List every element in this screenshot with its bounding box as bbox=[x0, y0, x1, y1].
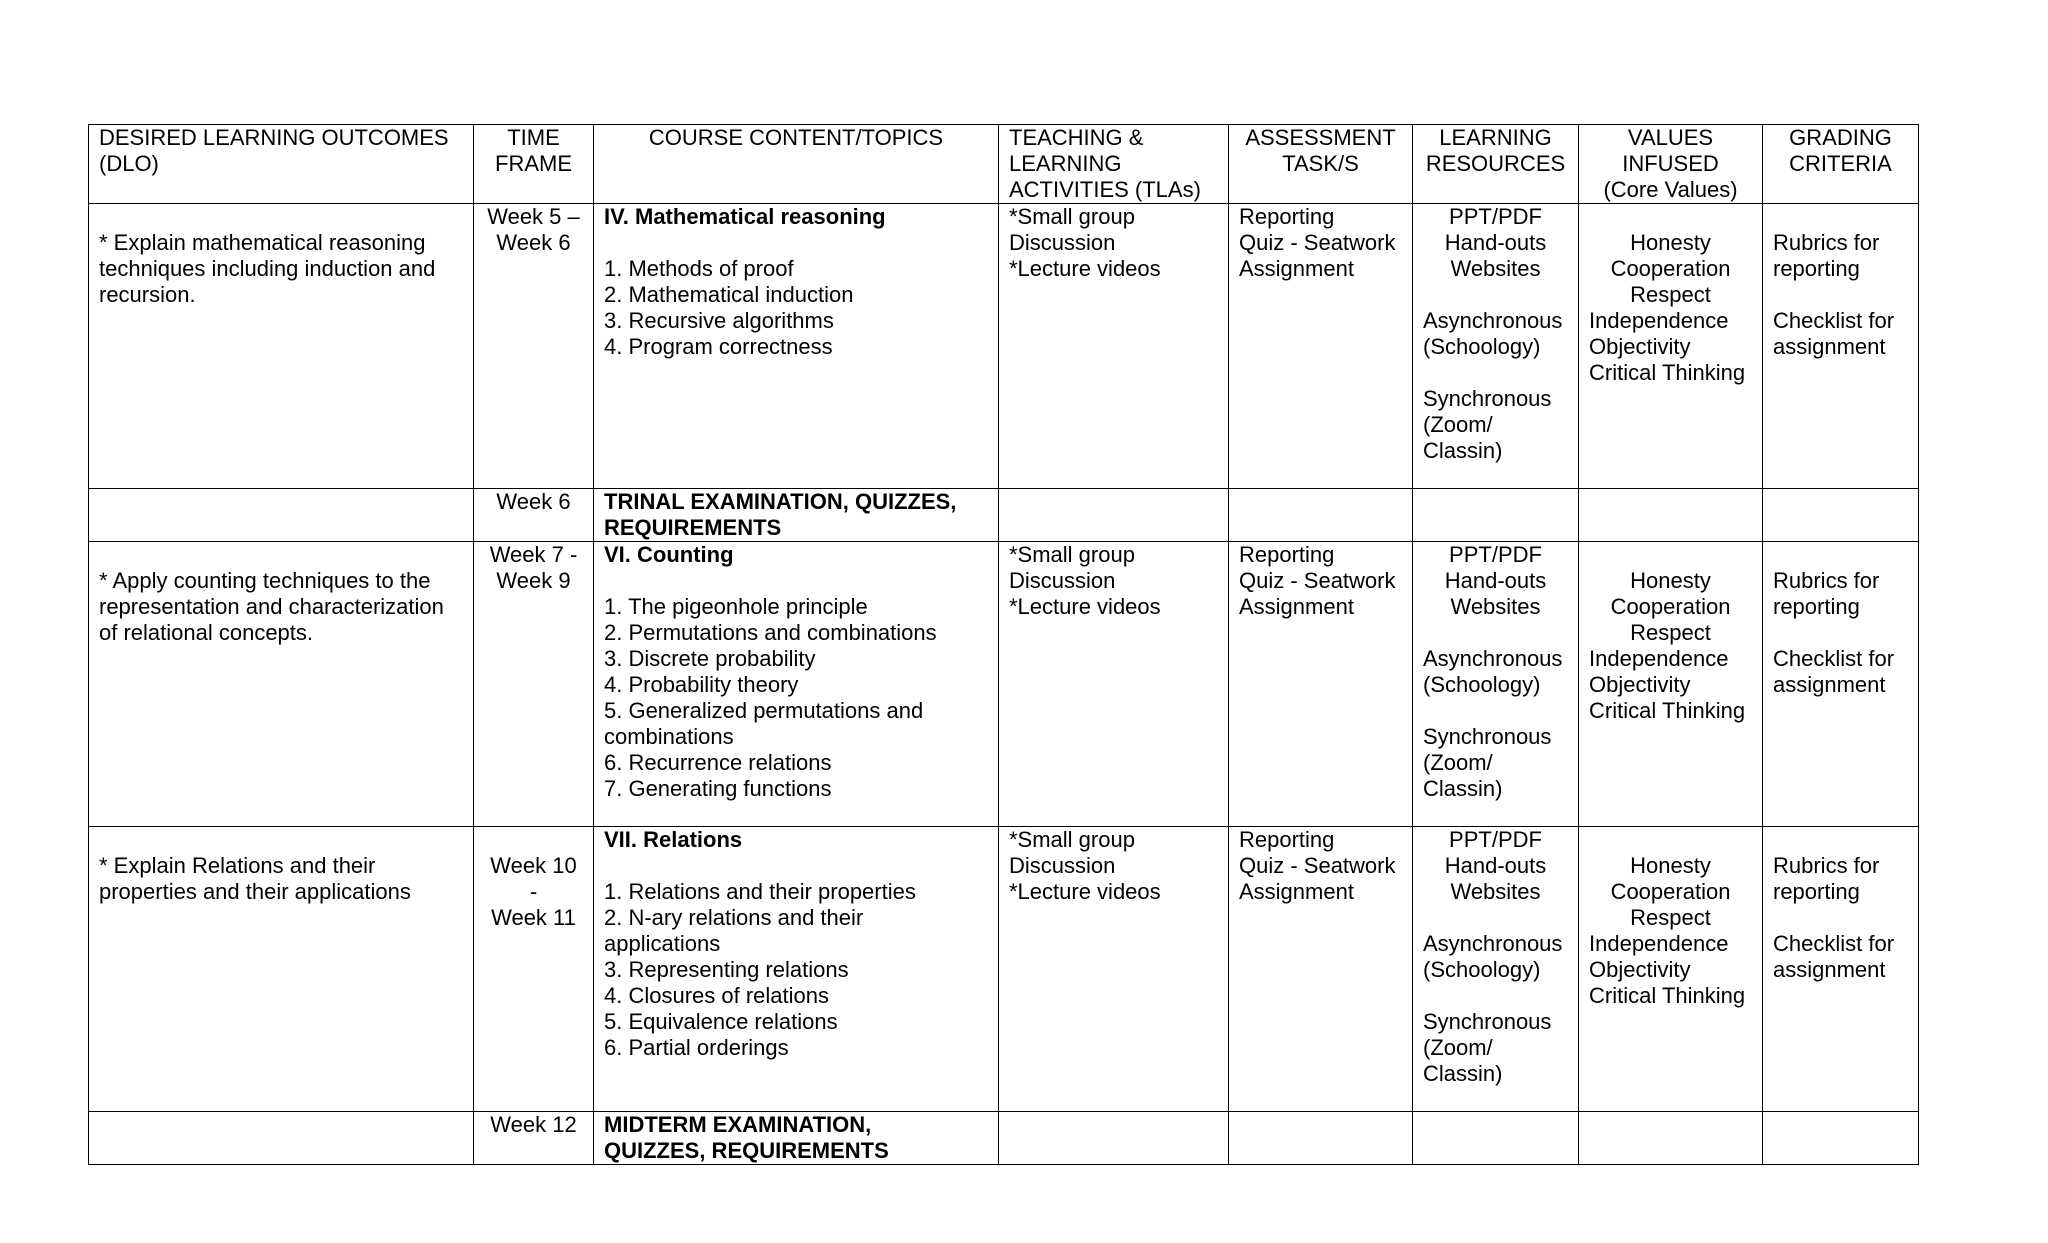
exam-row bbox=[89, 489, 1919, 542]
table-row bbox=[89, 542, 1919, 827]
dlo-text-line: * Apply counting techniques to the bbox=[99, 568, 431, 593]
topic-item-line: 3. Recursive algorithms bbox=[604, 308, 834, 333]
resource-material-line: Websites bbox=[1450, 256, 1541, 281]
tla-text bbox=[1009, 204, 1218, 282]
tla-text bbox=[1009, 827, 1218, 905]
tla-text-line: Discussion bbox=[1009, 230, 1116, 255]
values-cell bbox=[1579, 204, 1763, 489]
resource-mode-line bbox=[1423, 983, 1568, 1009]
core-value-line: Cooperation bbox=[1610, 879, 1731, 904]
grading-text bbox=[1773, 827, 1908, 983]
time-frame-cell bbox=[474, 489, 594, 542]
time-frame-text bbox=[484, 542, 583, 594]
learning-resources-cell bbox=[1413, 489, 1579, 542]
topic-title: IV. Mathematical reasoning bbox=[604, 204, 886, 229]
time-frame-text-line: Week 7 - bbox=[489, 542, 578, 567]
tla-text-line: *Lecture videos bbox=[1009, 879, 1161, 904]
core-value-line: Cooperation bbox=[1610, 594, 1731, 619]
resource-material bbox=[1423, 204, 1568, 282]
header-tlas: TEACHING & LEARNING ACTIVITIES (TLAs) bbox=[999, 125, 1229, 204]
topic-item-line: 3. Representing relations bbox=[604, 957, 849, 982]
tla-text-line: Discussion bbox=[1009, 853, 1116, 878]
topic-item bbox=[604, 853, 988, 1061]
tla-text-line: Discussion bbox=[1009, 568, 1116, 593]
course-content-cell bbox=[594, 542, 999, 827]
core-value-line bbox=[1589, 204, 1752, 230]
core-value-line: Honesty bbox=[1630, 230, 1711, 255]
grading-text-line: Rubrics for bbox=[1773, 230, 1880, 255]
tla-text-line: *Small group bbox=[1009, 827, 1135, 852]
resource-material-line: Websites bbox=[1450, 879, 1541, 904]
resource-mode-line: Classin) bbox=[1423, 438, 1503, 463]
time-frame-text-line: Week 6 bbox=[496, 230, 571, 255]
topic-item-line: 4. Probability theory bbox=[604, 672, 799, 697]
grading-text-line bbox=[1773, 827, 1908, 853]
time-frame-text-line: - bbox=[529, 879, 538, 904]
assessment-text bbox=[1239, 827, 1402, 905]
assessment-text-line: Reporting bbox=[1239, 204, 1335, 229]
time-frame-text-line: Week 5 – bbox=[487, 204, 580, 229]
topic-item-line: 2. Mathematical induction bbox=[604, 282, 854, 307]
resource-mode-line bbox=[1423, 905, 1568, 931]
resource-mode-line: (Schoology) bbox=[1423, 672, 1541, 697]
core-value-line: Respect bbox=[1630, 620, 1711, 645]
resource-mode-line: (Schoology) bbox=[1423, 334, 1541, 359]
core-value-line: Objectivity bbox=[1589, 334, 1691, 359]
learning-resources-cell bbox=[1413, 204, 1579, 489]
resource-mode-line: Classin) bbox=[1423, 1061, 1503, 1086]
resource-mode-line: (Zoom/ bbox=[1423, 1035, 1493, 1060]
resource-mode-line: (Zoom/ bbox=[1423, 412, 1493, 437]
grading-text-line: reporting bbox=[1773, 879, 1860, 904]
learning-resources-cell bbox=[1413, 827, 1579, 1112]
grading-text-line bbox=[1773, 282, 1908, 308]
table-header bbox=[89, 125, 1919, 204]
tla-cell bbox=[999, 204, 1229, 489]
dlo-cell bbox=[89, 204, 474, 489]
core-value-line: Critical Thinking bbox=[1589, 360, 1746, 385]
core-value bbox=[1589, 542, 1752, 646]
core-value bbox=[1589, 827, 1752, 931]
topic-item-line: 7. Generating functions bbox=[604, 776, 832, 801]
dlo-cell bbox=[89, 827, 474, 1112]
assessment-text-line: Quiz - Seatwork bbox=[1239, 230, 1396, 255]
dlo-text-line: recursion. bbox=[99, 282, 196, 307]
exam-row bbox=[89, 1112, 1919, 1165]
resource-mode bbox=[1423, 905, 1568, 1087]
dlo-text-line: * Explain mathematical reasoning bbox=[99, 230, 426, 255]
dlo-cell bbox=[89, 1112, 474, 1165]
header-learning-resources: LEARNING RESOURCES bbox=[1413, 125, 1579, 204]
topic-title: VI. Counting bbox=[604, 542, 734, 567]
topic-item-line: 1. The pigeonhole principle bbox=[604, 594, 868, 619]
assessment-cell bbox=[1229, 1112, 1413, 1165]
assessment-text bbox=[1239, 204, 1402, 282]
values-cell bbox=[1579, 542, 1763, 827]
grading-text-line: Checklist for bbox=[1773, 931, 1895, 956]
tla-cell bbox=[999, 489, 1229, 542]
header-assessment: ASSESSMENT TASK/S bbox=[1229, 125, 1413, 204]
topic-item-line: combinations bbox=[604, 724, 734, 749]
assessment-text-line: Quiz - Seatwork bbox=[1239, 853, 1396, 878]
topic-item-line bbox=[604, 568, 988, 594]
exam-title bbox=[604, 1112, 988, 1164]
resource-mode-line: Asynchronous bbox=[1423, 931, 1563, 956]
assessment-text-line: Quiz - Seatwork bbox=[1239, 568, 1396, 593]
core-value-line bbox=[1589, 542, 1752, 568]
time-frame-text bbox=[484, 827, 583, 931]
grading-text-line: assignment bbox=[1773, 672, 1886, 697]
topic-item-line: 5. Generalized permutations and bbox=[604, 698, 924, 723]
time-frame-cell bbox=[474, 542, 594, 827]
tla-cell bbox=[999, 542, 1229, 827]
assessment-text bbox=[1239, 542, 1402, 620]
dlo-text-line: representation and characterization bbox=[99, 594, 444, 619]
exam-title-line: REQUIREMENTS bbox=[604, 515, 782, 540]
core-value-line: Objectivity bbox=[1589, 957, 1691, 982]
topic-item-line: 4. Closures of relations bbox=[604, 983, 829, 1008]
resource-mode bbox=[1423, 282, 1568, 464]
topic-item-line bbox=[604, 853, 988, 879]
topic-item-line: 2. N-ary relations and their bbox=[604, 905, 864, 930]
values-cell bbox=[1579, 827, 1763, 1112]
core-value-line: Critical Thinking bbox=[1589, 983, 1746, 1008]
header-course-content: COURSE CONTENT/TOPICS bbox=[594, 125, 999, 204]
resource-mode-line bbox=[1423, 698, 1568, 724]
resource-material-line: Websites bbox=[1450, 594, 1541, 619]
resource-mode-line: (Zoom/ bbox=[1423, 750, 1493, 775]
assessment-cell bbox=[1229, 542, 1413, 827]
core-value-line: Respect bbox=[1630, 905, 1711, 930]
dlo-text-line: properties and their applications bbox=[99, 879, 411, 904]
values-cell bbox=[1579, 1112, 1763, 1165]
time-frame-text: Week 6 bbox=[496, 489, 571, 514]
grading-cell bbox=[1763, 827, 1919, 1112]
time-frame-text: Week 12 bbox=[490, 1112, 577, 1137]
core-value-line: Cooperation bbox=[1610, 256, 1731, 281]
dlo-text bbox=[99, 827, 463, 905]
topic-item-line: 6. Recurrence relations bbox=[604, 750, 832, 775]
core-value-line: Critical Thinking bbox=[1589, 698, 1746, 723]
resource-mode-line bbox=[1423, 360, 1568, 386]
header-time-frame: TIME FRAME bbox=[474, 125, 594, 204]
dlo-text-line bbox=[99, 204, 463, 230]
dlo-text bbox=[99, 542, 463, 646]
exam-title-line: QUIZZES, REQUIREMENTS bbox=[604, 1138, 889, 1163]
time-frame-cell bbox=[474, 1112, 594, 1165]
grading-cell bbox=[1763, 542, 1919, 827]
resource-material-line: PPT/PDF bbox=[1449, 827, 1542, 852]
topic-title: VII. Relations bbox=[604, 827, 743, 852]
resource-mode-line: Synchronous bbox=[1423, 724, 1552, 749]
grading-text-line: assignment bbox=[1773, 957, 1886, 982]
resource-material-line: PPT/PDF bbox=[1449, 542, 1542, 567]
resource-material-line: Hand-outs bbox=[1444, 853, 1547, 878]
core-value bbox=[1589, 931, 1752, 1009]
resource-material-line: PPT/PDF bbox=[1449, 204, 1542, 229]
assessment-cell bbox=[1229, 827, 1413, 1112]
exam-title-line: TRINAL EXAMINATION, QUIZZES, bbox=[604, 489, 957, 514]
assessment-cell bbox=[1229, 489, 1413, 542]
core-value bbox=[1589, 204, 1752, 308]
tla-cell bbox=[999, 827, 1229, 1112]
course-content-cell bbox=[594, 1112, 999, 1165]
topic-item-line: 1. Methods of proof bbox=[604, 256, 794, 281]
topic-item-line: applications bbox=[604, 931, 721, 956]
resource-mode-line: Classin) bbox=[1423, 776, 1503, 801]
topic-item-line: 2. Permutations and combinations bbox=[604, 620, 937, 645]
dlo-cell bbox=[89, 542, 474, 827]
table-body bbox=[89, 204, 1919, 1165]
time-frame-cell bbox=[474, 204, 594, 489]
resource-mode-line: Asynchronous bbox=[1423, 646, 1563, 671]
exam-title bbox=[604, 489, 988, 541]
dlo-text-line bbox=[99, 827, 463, 853]
core-value-line: Honesty bbox=[1630, 853, 1711, 878]
grading-text-line: Checklist for bbox=[1773, 308, 1895, 333]
grading-text-line: reporting bbox=[1773, 256, 1860, 281]
core-value-line: Independence bbox=[1589, 646, 1729, 671]
grading-text-line: Rubrics for bbox=[1773, 568, 1880, 593]
resource-mode-line: Synchronous bbox=[1423, 386, 1552, 411]
course-content-cell bbox=[594, 204, 999, 489]
tla-text-line: *Small group bbox=[1009, 204, 1135, 229]
time-frame-text-line: Week 10 bbox=[490, 853, 577, 878]
tla-text-line: *Lecture videos bbox=[1009, 594, 1161, 619]
tla-cell bbox=[999, 1112, 1229, 1165]
header-values-infused: VALUES INFUSED (Core Values) bbox=[1579, 125, 1763, 204]
tla-text bbox=[1009, 542, 1218, 620]
grading-text-line bbox=[1773, 542, 1908, 568]
grading-text-line: Rubrics for bbox=[1773, 853, 1880, 878]
topic-item-line: 3. Discrete probability bbox=[604, 646, 816, 671]
assessment-text-line: Assignment bbox=[1239, 879, 1354, 904]
time-frame-text-line bbox=[484, 827, 583, 853]
topic-item bbox=[604, 568, 988, 802]
header-dlo: DESIRED LEARNING OUTCOMES (DLO) bbox=[89, 125, 474, 204]
assessment-text-line: Reporting bbox=[1239, 827, 1335, 852]
time-frame-text-line: Week 9 bbox=[496, 568, 571, 593]
exam-title-line: MIDTERM EXAMINATION, bbox=[604, 1112, 872, 1137]
grading-text-line: assignment bbox=[1773, 334, 1886, 359]
resource-mode-line: Asynchronous bbox=[1423, 308, 1563, 333]
dlo-text-line: techniques including induction and bbox=[99, 256, 436, 281]
resource-material-line: Hand-outs bbox=[1444, 230, 1547, 255]
course-content-cell bbox=[594, 827, 999, 1112]
core-value-line: Respect bbox=[1630, 282, 1711, 307]
dlo-text-line: * Explain Relations and their bbox=[99, 853, 376, 878]
resource-mode-line bbox=[1423, 620, 1568, 646]
core-value-line: Independence bbox=[1589, 308, 1729, 333]
grading-text bbox=[1773, 204, 1908, 360]
grading-text-line bbox=[1773, 620, 1908, 646]
topic-item-line: 6. Partial orderings bbox=[604, 1035, 789, 1060]
topic-item-line: 4. Program correctness bbox=[604, 334, 833, 359]
dlo-text-line: of relational concepts. bbox=[99, 620, 314, 645]
assessment-text-line: Assignment bbox=[1239, 256, 1354, 281]
resource-material-line: Hand-outs bbox=[1444, 568, 1547, 593]
grading-text-line bbox=[1773, 204, 1908, 230]
grading-text bbox=[1773, 542, 1908, 698]
dlo-text bbox=[99, 204, 463, 308]
time-frame-text-line: Week 11 bbox=[491, 905, 576, 930]
course-content-cell bbox=[594, 489, 999, 542]
values-cell bbox=[1579, 489, 1763, 542]
grading-text-line: reporting bbox=[1773, 594, 1860, 619]
topic-item-line: 1. Relations and their properties bbox=[604, 879, 916, 904]
table-row bbox=[89, 204, 1919, 489]
grading-cell bbox=[1763, 489, 1919, 542]
core-value-line bbox=[1589, 827, 1752, 853]
topic-item-line bbox=[604, 230, 988, 256]
resource-mode-line bbox=[1423, 282, 1568, 308]
table-row bbox=[89, 827, 1919, 1112]
time-frame-cell bbox=[474, 827, 594, 1112]
header-grading-criteria: GRADING CRITERIA bbox=[1763, 125, 1919, 204]
grading-cell bbox=[1763, 1112, 1919, 1165]
core-value bbox=[1589, 646, 1752, 724]
dlo-text-line bbox=[99, 542, 463, 568]
topic-item-line: 5. Equivalence relations bbox=[604, 1009, 838, 1034]
learning-resources-cell bbox=[1413, 1112, 1579, 1165]
tla-text-line: *Small group bbox=[1009, 542, 1135, 567]
grading-cell bbox=[1763, 204, 1919, 489]
core-value bbox=[1589, 308, 1752, 386]
topic-item bbox=[604, 230, 988, 360]
assessment-cell bbox=[1229, 204, 1413, 489]
assessment-text-line: Assignment bbox=[1239, 594, 1354, 619]
assessment-text-line: Reporting bbox=[1239, 542, 1335, 567]
resource-material bbox=[1423, 542, 1568, 620]
dlo-cell bbox=[89, 489, 474, 542]
resource-mode bbox=[1423, 620, 1568, 802]
core-value-line: Objectivity bbox=[1589, 672, 1691, 697]
syllabus-table bbox=[88, 124, 1919, 1165]
resource-mode-line: Synchronous bbox=[1423, 1009, 1552, 1034]
core-value-line: Honesty bbox=[1630, 568, 1711, 593]
time-frame-text bbox=[484, 204, 583, 256]
tla-text-line: *Lecture videos bbox=[1009, 256, 1161, 281]
resource-material bbox=[1423, 827, 1568, 905]
grading-text-line: Checklist for bbox=[1773, 646, 1895, 671]
resource-mode-line: (Schoology) bbox=[1423, 957, 1541, 982]
grading-text-line bbox=[1773, 905, 1908, 931]
core-value-line: Independence bbox=[1589, 931, 1729, 956]
learning-resources-cell bbox=[1413, 542, 1579, 827]
